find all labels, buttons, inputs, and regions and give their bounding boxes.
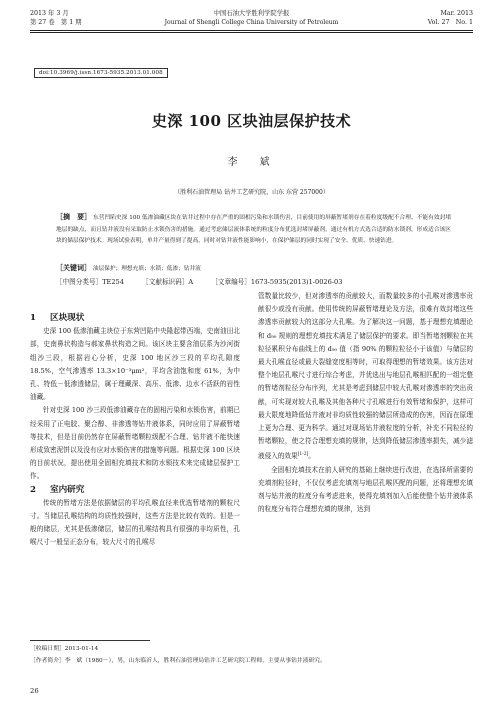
keywords-text: 油层保护；理想充填；水锁；低渗；钻井液	[92, 266, 201, 272]
paragraph-text: 管数量比较少，但对渗透率的贡献较大，而数量较多的小孔喉对渗透率贡献很少或没有贡献。使用传统的屏蔽暂堵理论及方法，很难有效封堵这些渗透率贡献较大的这部分大孔喉。为了解决这一问题，基于理想充填理论和 d₉₀ 规则的理想充填技术满足了储层保护的要求。即当暂堵剂颗粒在其粒径累积分布曲线上的 d₉₀ 值（指 90% 的颗粒粒径小于该值）与储层的最大孔喉直径或最大裂缝宽度相等时，可取得理想的暂堵效果。该方法对整个地层孔喉尺寸进行综合考虑，并优选出与地层孔喉相匹配的一组完整的暂堵剂粒径分布序列，尤其是考虑到储层中较大孔喉对渗透率的突出贡献，可实现对较大孔喉及其他各种尺寸孔喉进行有效暂堵和保护，这样可最大限度地降低钻井液对非均质性较强的储层所造成的伤害，因而在原理上更为合理、更为科学。通过对现场钻井液粒度的分析，补充不同粒径的暂堵颗粒，使之符合理想充填的规律，达到降低储层渗透率损失，减少滤液侵入的效果	[258, 292, 473, 461]
paragraph: 史深 100 低渗油藏主块位于东营凹陷中央隆起带西端，史南油田北部，史南鼻状构造与郝家鼻状构造之间。该区块主要含油层系为沙河街组沙三段，根据岩心分析，史深 100 地区沙三段的平均孔隙度 18.5%，空气渗透率 13.3×10⁻³μm²，平均含油饱和度 61%，为中孔、特低－低渗透储层，属于理藏深、高压、低渗、边水不活跃的岩性油藏。	[30, 327, 240, 402]
paragraph: 针对史深 100 沙三段低渗油藏存在的固相污染和水锁伤害，前期已经采用了正电胶、聚合醇、非渗透等钻井液体系，同时应用了屏蔽暂堵等技术，但是目前仍然存在屏蔽暂堵颗粒级配不合理、钻井液不能快速形成致密泥饼以及没有应对水锁伤害的措施等问题。根据史深 100 区块的目前状况，提出使用全固相充填技术和防水锁技术来完成储层保护工作。	[30, 406, 240, 481]
abstract-label: ［摘 要］	[56, 212, 92, 221]
author-affiliation: （胜利石油管理局 钻井工艺研究院，山东 东营 257000）	[174, 189, 329, 196]
header-journal-cn: 中国石油大学胜利学院学报	[213, 10, 290, 17]
paragraph: 全固相充填技术在前人研究的基础上继续进行改进，在选择所需要的充填剂粒径时，不仅仅考虑充填剂与地层孔喉匹配的问题，还将理想充填剂与钻井液的粒度分布考虑进来，使得充填剂加入后能使整个钻井液体系的粒度分布符合理想充填的规律，达到	[258, 465, 473, 514]
article-title: 史深 100 区块油层保护技术	[151, 112, 352, 130]
page-number: 26	[30, 687, 39, 695]
right-column	[258, 290, 473, 517]
section-2-title: 室内研究	[49, 484, 85, 495]
section-2-heading	[30, 484, 240, 497]
footnote-rule	[30, 640, 150, 641]
section-1-title: 区块现状	[49, 313, 85, 323]
doi-box: doi:10.3969/j.issn.1673-5935.2013.01.008	[34, 68, 168, 78]
header-volume-en: Vol. 27 No. 1	[427, 19, 473, 26]
article-author: 李 斌	[227, 157, 276, 168]
paragraph: 传统的暂堵方法是依据储层的平均孔喉直径来优选暂堵剂的颗粒尺寸。当储层孔喉结构的均质性较强时，这些方法是比较有效的。但是一般的储层，尤其是低渗储层，储层的孔喉结构具有很强的非均质性，孔喉尺寸一般呈正态分布，较大尺寸的孔喉尽	[30, 498, 240, 547]
keywords	[56, 263, 451, 273]
classification-line	[56, 276, 476, 286]
paragraph	[258, 290, 473, 464]
keywords-label: ［关键词］	[56, 263, 91, 272]
section-1-number: 1	[30, 313, 36, 323]
section-1-heading	[30, 312, 240, 325]
header-date-cn: 2013 年 3 月	[30, 10, 69, 17]
header-rule	[30, 30, 473, 31]
section-2-number: 2	[30, 484, 36, 495]
citation: [1-2]	[297, 452, 309, 458]
paragraph-end: 。	[308, 452, 315, 461]
header-rule-2	[30, 32, 473, 33]
header-volume-cn: 第 27 卷 第 1 期	[30, 19, 82, 26]
header-date-en: Mar. 2013	[440, 10, 473, 17]
abstract-text: 东营凹陷史深 100 低渗油藏区块在钻井过程中存在严重的固相污染和水锁伤害，目前使用的屏蔽暂堵剂存在着粒度级配不合理、不能有效封堵地层的缺点，而且钻井液没有采取防止水锁伤害的措施。通过考虑储层流体系统的粒度分布优选封堵屏蔽剂，通过有机方式选合适的防水锁剂，形成适合该区块的储层保护技术。现场试验表明，单井产量得到了提高，同时对钻井液性能影响小，在保护储层的同时实现了安全、优质、快速钻进。	[56, 215, 451, 245]
header-journal-en: Journal of Shengli College China University of Petroleum	[164, 19, 339, 26]
article-number: ［文章编号］1673-5935(2013)1-0026-03	[211, 278, 343, 286]
footnote-author: ［作者简介］李 斌（1980－），男，山东临沂人，胜利石油管理局钻井工艺研究院工程师，主要从事钻井液研究。	[30, 658, 326, 664]
abstract	[56, 211, 451, 248]
document-code: ［文献标识码］A	[142, 278, 194, 286]
clc-number: ［中图分类号］TE254	[56, 278, 124, 286]
footnote-received: ［收稿日期］2013-01-14	[30, 646, 99, 652]
left-column	[30, 290, 240, 550]
